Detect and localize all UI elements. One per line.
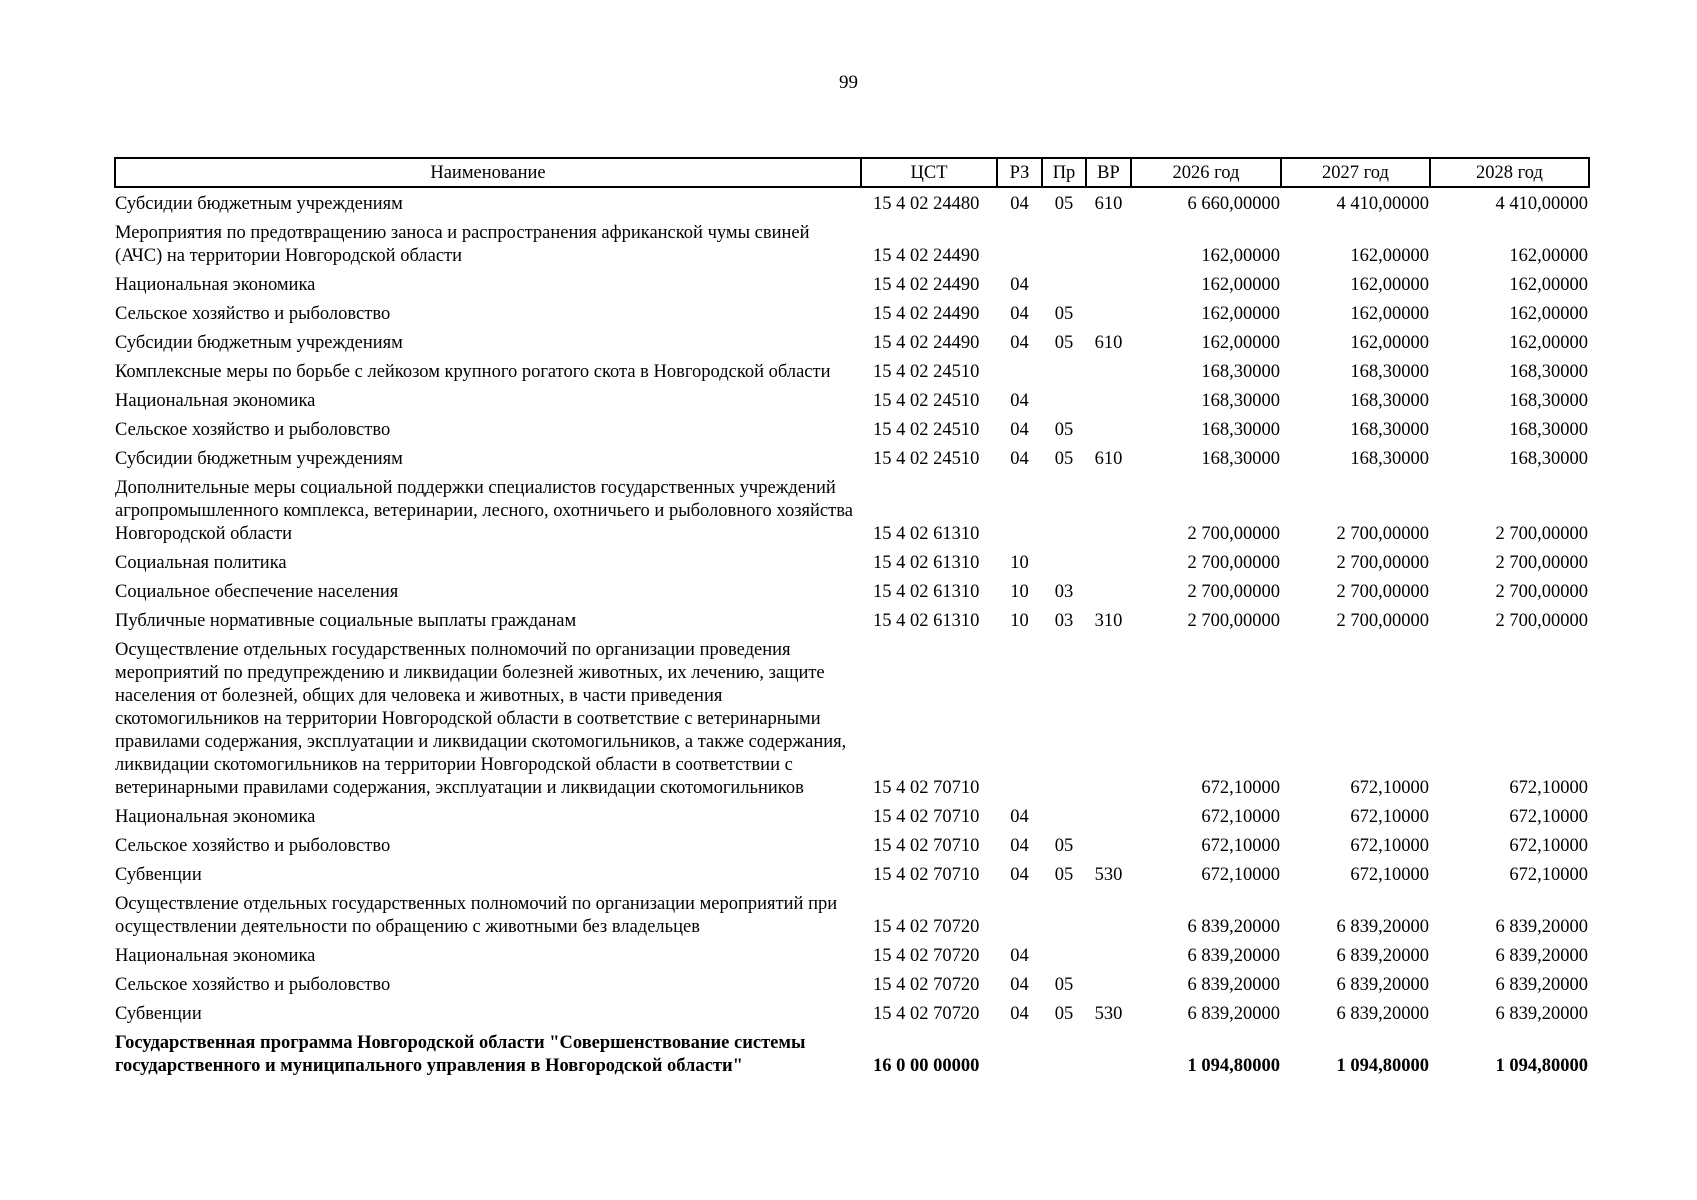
cell-rz: 04 (1010, 975, 1029, 995)
cell-2026: 6 839,20000 (1187, 975, 1280, 995)
cell-2028: 168,30000 (1509, 420, 1588, 440)
table-row (115, 415, 1589, 444)
cell-2028: 162,00000 (1509, 304, 1588, 324)
cell-code: 15 4 02 70710 (873, 865, 980, 885)
cell-name: Дополнительные меры социальной поддержки специалистов государственных учреждений агропромышленного комплекса, ветеринарии, лесного, охотничьего и рыболовного хозяйства Новгородской области (115, 478, 853, 544)
cell-rz: 04 (1010, 194, 1029, 214)
cell-code: 15 4 02 70710 (873, 807, 980, 827)
cell-2026: 162,00000 (1201, 246, 1280, 266)
cell-pr (1042, 802, 1086, 831)
cell-vr (1086, 473, 1131, 548)
cell-2028: 6 839,20000 (1495, 1004, 1588, 1024)
cell-2027: 2 700,00000 (1336, 582, 1429, 602)
table-row (115, 831, 1589, 860)
cell-rz (997, 635, 1042, 802)
header-2026: 2026 год (1131, 158, 1281, 187)
cell-rz: 04 (1010, 807, 1029, 827)
cell-name: Социальное обеспечение населения (115, 582, 399, 602)
cell-name: Субвенции (115, 1004, 202, 1024)
cell-2028: 4 410,00000 (1495, 194, 1588, 214)
cell-2026: 6 660,00000 (1187, 194, 1280, 214)
cell-name: Мероприятия по предотвращению заноса и распространения африканской чумы свиней (АЧС) на территории Новгородской области (115, 223, 810, 266)
cell-2027: 162,00000 (1350, 246, 1429, 266)
cell-2028: 672,10000 (1509, 778, 1588, 798)
cell-2027: 672,10000 (1350, 836, 1429, 856)
cell-2027: 162,00000 (1350, 304, 1429, 324)
header-2027: 2027 год (1281, 158, 1430, 187)
cell-pr: 03 (1054, 582, 1074, 602)
table-row (115, 299, 1589, 328)
cell-2027: 2 700,00000 (1336, 553, 1429, 573)
cell-2027: 162,00000 (1350, 275, 1429, 295)
cell-2026: 6 839,20000 (1187, 946, 1280, 966)
table-row (115, 444, 1589, 473)
cell-name: Сельское хозяйство и рыболовство (115, 304, 391, 324)
cell-2027: 168,30000 (1350, 449, 1429, 469)
cell-code: 15 4 02 70720 (873, 975, 980, 995)
cell-pr: 05 (1054, 420, 1074, 440)
cell-2026: 168,30000 (1201, 391, 1280, 411)
table-row (115, 802, 1589, 831)
cell-vr (1086, 1028, 1131, 1080)
cell-code: 15 4 02 24490 (873, 304, 980, 324)
cell-2028: 168,30000 (1509, 391, 1588, 411)
cell-2027: 672,10000 (1350, 778, 1429, 798)
cell-2026: 6 839,20000 (1187, 1004, 1280, 1024)
header-rz: РЗ (997, 158, 1042, 187)
cell-vr (1086, 889, 1131, 941)
cell-2026: 162,00000 (1201, 304, 1280, 324)
cell-code: 15 4 02 70710 (873, 778, 980, 798)
page-number: 99 (839, 72, 858, 93)
cell-code: 15 4 02 24510 (873, 391, 980, 411)
cell-name: Осуществление отдельных государственных полномочий по организации мероприятий при осуществлении деятельности по обращению с животными без владельцев (115, 894, 838, 937)
cell-pr (1042, 941, 1086, 970)
cell-2028: 1 094,80000 (1495, 1056, 1588, 1076)
cell-2026: 6 839,20000 (1187, 917, 1280, 937)
cell-2026: 2 700,00000 (1187, 611, 1280, 631)
cell-pr (1042, 270, 1086, 299)
cell-2028: 168,30000 (1509, 362, 1588, 382)
cell-rz: 10 (1010, 611, 1029, 631)
cell-vr (1086, 299, 1131, 328)
cell-2026: 672,10000 (1201, 836, 1280, 856)
cell-rz: 04 (1010, 1004, 1029, 1024)
cell-2028: 162,00000 (1509, 246, 1588, 266)
table-row (115, 187, 1589, 218)
cell-code: 15 4 02 70720 (873, 917, 980, 937)
cell-rz (997, 1028, 1042, 1080)
table-row (115, 889, 1589, 941)
cell-rz: 04 (1010, 865, 1029, 885)
cell-2026: 2 700,00000 (1187, 524, 1280, 544)
cell-vr (1086, 970, 1131, 999)
cell-2027: 4 410,00000 (1336, 194, 1429, 214)
cell-2028: 162,00000 (1509, 275, 1588, 295)
table-row (115, 270, 1589, 299)
cell-2026: 1 094,80000 (1187, 1056, 1280, 1076)
cell-2026: 672,10000 (1201, 807, 1280, 827)
header-name: Наименование (115, 158, 861, 187)
cell-name: Сельское хозяйство и рыболовство (115, 420, 391, 440)
table-row (115, 1028, 1589, 1080)
cell-code: 15 4 02 24510 (873, 362, 980, 382)
cell-rz: 04 (1010, 836, 1029, 856)
cell-2026: 672,10000 (1201, 865, 1280, 885)
cell-rz (997, 889, 1042, 941)
cell-name: Субвенции (115, 865, 202, 885)
cell-vr: 310 (1094, 611, 1123, 631)
cell-vr: 610 (1094, 449, 1123, 469)
cell-name: Национальная экономика (115, 946, 316, 966)
cell-vr (1086, 270, 1131, 299)
cell-vr (1086, 357, 1131, 386)
cell-2028: 2 700,00000 (1495, 553, 1588, 573)
cell-pr (1042, 889, 1086, 941)
cell-2027: 672,10000 (1350, 865, 1429, 885)
cell-name: Национальная экономика (115, 807, 316, 827)
cell-pr: 05 (1054, 449, 1074, 469)
table-row (115, 606, 1589, 635)
cell-code: 15 4 02 24510 (873, 449, 980, 469)
table-row (115, 386, 1589, 415)
cell-pr: 05 (1054, 333, 1074, 353)
cell-2028: 6 839,20000 (1495, 975, 1588, 995)
cell-2028: 672,10000 (1509, 836, 1588, 856)
cell-code: 15 4 02 24490 (873, 333, 980, 353)
cell-2028: 162,00000 (1509, 333, 1588, 353)
cell-vr (1086, 941, 1131, 970)
cell-2027: 2 700,00000 (1336, 524, 1429, 544)
cell-code: 15 4 02 61310 (873, 524, 980, 544)
cell-2028: 168,30000 (1509, 449, 1588, 469)
table-row (115, 218, 1589, 270)
cell-vr: 610 (1094, 194, 1123, 214)
header-code: ЦСТ (861, 158, 997, 187)
cell-2027: 6 839,20000 (1336, 975, 1429, 995)
table-header-row (115, 158, 1589, 187)
cell-pr (1042, 386, 1086, 415)
cell-code: 15 4 02 61310 (873, 611, 980, 631)
cell-2026: 168,30000 (1201, 449, 1280, 469)
cell-name: Комплексные меры по борьбе с лейкозом крупного рогатого скота в Новгородской области (115, 362, 831, 382)
cell-name: Сельское хозяйство и рыболовство (115, 975, 391, 995)
cell-2027: 162,00000 (1350, 333, 1429, 353)
cell-vr (1086, 831, 1131, 860)
cell-2027: 168,30000 (1350, 420, 1429, 440)
cell-2027: 168,30000 (1350, 391, 1429, 411)
cell-2027: 2 700,00000 (1336, 611, 1429, 631)
cell-2026: 672,10000 (1201, 778, 1280, 798)
cell-rz: 10 (1010, 582, 1029, 602)
cell-2028: 2 700,00000 (1495, 611, 1588, 631)
cell-code: 15 4 02 61310 (873, 553, 980, 573)
cell-code: 15 4 02 24510 (873, 420, 980, 440)
header-vr: ВР (1086, 158, 1131, 187)
cell-code: 15 4 02 61310 (873, 582, 980, 602)
cell-pr (1042, 218, 1086, 270)
cell-code: 16 0 00 00000 (873, 1056, 980, 1076)
cell-vr (1086, 548, 1131, 577)
cell-name: Осуществление отдельных государственных полномочий по организации проведения мероприятий по предупреждению и ликвидации болезней животных, их лечению, защите населения от болезней, общих для человека и животных, в части приведения скотомогильников на территории Новгородской области в соответствие с ветеринарными правилами содержания, эксплуатации и ликвидации скотомогильников, а также содержания, ликвидации скотомогильников на территории Новгородской области в соответствии с ветеринарными правилами содержания, эксплуатации и ликвидации скотомогильников (115, 640, 847, 798)
cell-rz: 10 (1010, 553, 1029, 573)
cell-pr: 05 (1054, 836, 1074, 856)
cell-name: Публичные нормативные социальные выплаты гражданам (115, 611, 577, 631)
cell-code: 15 4 02 24490 (873, 275, 980, 295)
cell-vr (1086, 415, 1131, 444)
cell-pr (1042, 357, 1086, 386)
cell-name: Субсидии бюджетным учреждениям (115, 333, 403, 353)
cell-pr: 05 (1054, 194, 1074, 214)
cell-2026: 168,30000 (1201, 362, 1280, 382)
cell-vr (1086, 218, 1131, 270)
table-row (115, 999, 1589, 1028)
cell-2027: 6 839,20000 (1336, 1004, 1429, 1024)
table-row (115, 860, 1589, 889)
cell-2028: 6 839,20000 (1495, 946, 1588, 966)
cell-rz: 04 (1010, 304, 1029, 324)
cell-2027: 168,30000 (1350, 362, 1429, 382)
cell-name: Социальная политика (115, 553, 287, 573)
cell-vr: 610 (1094, 333, 1123, 353)
cell-code: 15 4 02 70720 (873, 1004, 980, 1024)
cell-2028: 2 700,00000 (1495, 524, 1588, 544)
cell-pr: 05 (1054, 975, 1074, 995)
cell-2028: 672,10000 (1509, 807, 1588, 827)
cell-rz: 04 (1010, 946, 1029, 966)
table-row (115, 548, 1589, 577)
cell-code: 15 4 02 70720 (873, 946, 980, 966)
header-2028: 2028 год (1430, 158, 1589, 187)
cell-2027: 6 839,20000 (1336, 917, 1429, 937)
cell-vr (1086, 635, 1131, 802)
cell-2026: 2 700,00000 (1187, 582, 1280, 602)
cell-pr (1042, 635, 1086, 802)
cell-name: Субсидии бюджетным учреждениям (115, 194, 403, 214)
header-pr: Пр (1042, 158, 1086, 187)
cell-vr: 530 (1094, 1004, 1123, 1024)
cell-pr (1042, 548, 1086, 577)
cell-rz (997, 473, 1042, 548)
cell-2027: 672,10000 (1350, 807, 1429, 827)
cell-vr (1086, 577, 1131, 606)
cell-rz: 04 (1010, 333, 1029, 353)
cell-code: 15 4 02 24490 (873, 246, 980, 266)
table-row (115, 970, 1589, 999)
cell-pr: 05 (1054, 304, 1074, 324)
cell-pr (1042, 1028, 1086, 1080)
cell-vr (1086, 802, 1131, 831)
table-row (115, 473, 1589, 548)
table-body (115, 187, 1589, 1080)
budget-table (114, 157, 1590, 1080)
cell-pr (1042, 473, 1086, 548)
cell-2027: 6 839,20000 (1336, 946, 1429, 966)
cell-name: Сельское хозяйство и рыболовство (115, 836, 391, 856)
table-row (115, 635, 1589, 802)
cell-2028: 2 700,00000 (1495, 582, 1588, 602)
table-row (115, 577, 1589, 606)
cell-name: Национальная экономика (115, 391, 316, 411)
cell-rz (997, 218, 1042, 270)
cell-2027: 1 094,80000 (1336, 1056, 1429, 1076)
cell-rz: 04 (1010, 275, 1029, 295)
cell-pr: 03 (1054, 611, 1074, 631)
cell-rz (997, 357, 1042, 386)
cell-2026: 168,30000 (1201, 420, 1280, 440)
cell-2026: 2 700,00000 (1187, 553, 1280, 573)
cell-2026: 162,00000 (1201, 333, 1280, 353)
cell-2026: 162,00000 (1201, 275, 1280, 295)
cell-code: 15 4 02 70710 (873, 836, 980, 856)
table-row (115, 941, 1589, 970)
cell-pr: 05 (1054, 1004, 1074, 1024)
cell-code: 15 4 02 24480 (873, 194, 980, 214)
cell-name: Национальная экономика (115, 275, 316, 295)
cell-vr: 530 (1094, 865, 1123, 885)
cell-name: Государственная программа Новгородской области "Совершенствование системы государственного и муниципального управления в Новгородской области" (115, 1033, 806, 1076)
cell-2028: 6 839,20000 (1495, 917, 1588, 937)
table-row (115, 357, 1589, 386)
cell-name: Субсидии бюджетным учреждениям (115, 449, 403, 469)
cell-rz: 04 (1010, 391, 1029, 411)
table-row (115, 328, 1589, 357)
cell-pr: 05 (1054, 865, 1074, 885)
cell-2028: 672,10000 (1509, 865, 1588, 885)
cell-vr (1086, 386, 1131, 415)
cell-rz: 04 (1010, 420, 1029, 440)
cell-rz: 04 (1010, 449, 1029, 469)
